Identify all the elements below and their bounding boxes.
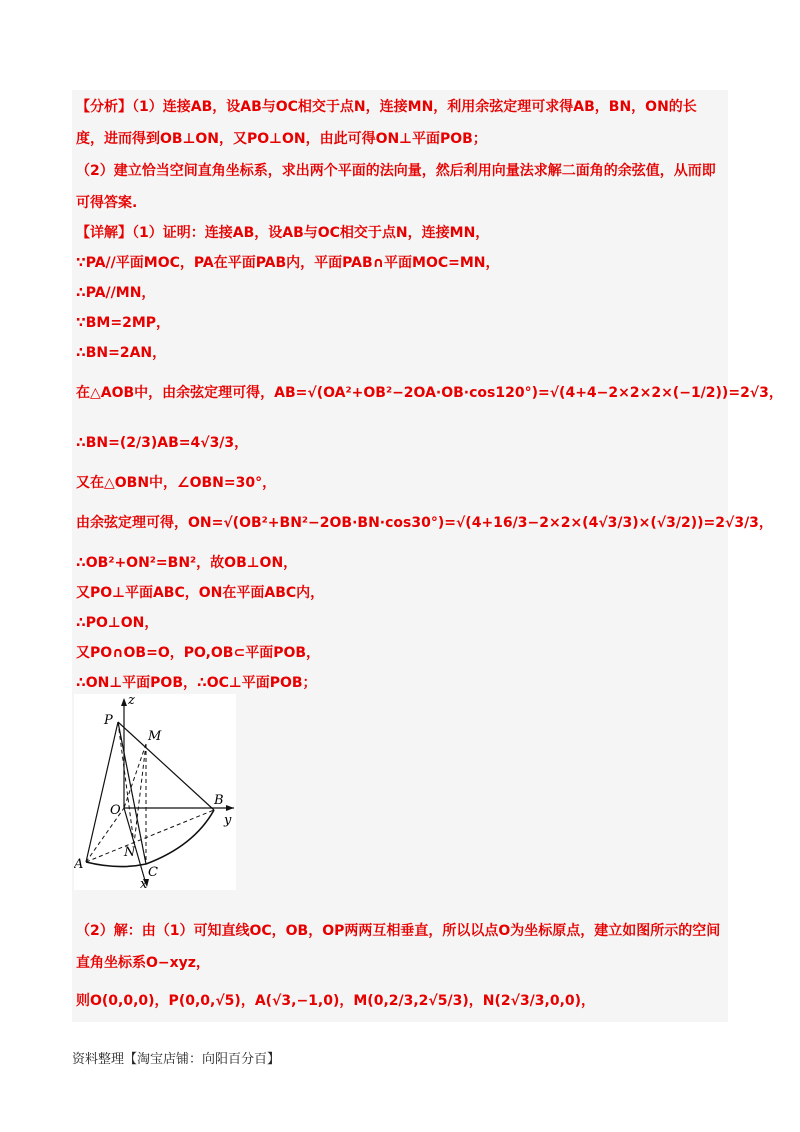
analysis-line-2: 度，进而得到OB⊥ON，又PO⊥ON，由此可得ON⊥平面POB； (76, 131, 487, 147)
label-a: A (74, 857, 84, 872)
detail-line-13: 又PO∩OB=O，PO,OB⊂平面POB， (76, 645, 321, 661)
analysis-line-1: 【分析】（1）连接AB，设AB与OC相交于点N，连接MN，利用余弦定理可求得AB，BN，ON的长 (76, 99, 697, 115)
geometry-figure (74, 694, 236, 890)
detail-line-7: ∴BN=(2/3)AB=4√3/3， (76, 435, 249, 451)
detail-line-8: 又在△OBN中，∠OBN=30°， (76, 475, 277, 491)
detail-line-9: 由余弦定理可得，ON=√(OB²+BN²−2OB·BN·cos30°)=√(4+16/3−2×2×(4√3/3)×(√3/2))=2√3/3， (76, 515, 773, 531)
segment-mn (134, 744, 146, 844)
edge-pa (86, 722, 118, 862)
segment-mo (124, 744, 146, 808)
detail-line-6: 在△AOB中，由余弦定理可得，AB=√(OA²+OB²−2OA·OB·cos120°)=√(4+4−2×2×2×(−1/2))=2√3， (76, 385, 783, 401)
detail-line-14: ∴ON⊥平面POB，∴OC⊥平面POB； (76, 675, 317, 691)
analysis-line-4: 可得答案. (76, 195, 138, 211)
detail-line-12: ∴PO⊥ON， (76, 615, 159, 631)
footer-credit: 资料整理【淘宝店铺：向阳百分百】 (72, 1052, 281, 1067)
analysis-line-3: （2）建立恰当空间直角坐标系，求出两个平面的法向量，然后利用向量法求解二面角的余弦值，从而即 (76, 163, 716, 179)
base-arc (86, 810, 214, 867)
label-b: B (214, 793, 224, 808)
label-m: M (148, 729, 162, 744)
segment-pn (118, 722, 134, 844)
detail-line-10: ∴OB²+ON²=BN²，故OB⊥ON， (76, 555, 298, 571)
label-n: N (124, 845, 136, 860)
detail-line-2: ∵PA//平面MOC，PA在平面PAB内，平面PAB∩平面MOC=MN， (76, 255, 500, 271)
z-arrow (121, 698, 127, 706)
label-z: z (128, 694, 135, 708)
detail-line-3: ∴PA//MN， (76, 285, 156, 301)
detail-line-1: 【详解】（1）证明：连接AB，设AB与OC相交于点N，连接MN， (76, 225, 490, 241)
part2-line-3: 则O(0,0,0)，P(0,0,√5)，A(√3,−1,0)，M(0,2/3,2√5/3)，N(2√3/3,0,0)， (76, 993, 596, 1009)
part2-line-2: 直角坐标系O−xyz， (76, 955, 210, 971)
label-o: O (110, 803, 121, 818)
label-c: C (148, 865, 158, 880)
label-y: y (224, 813, 232, 828)
y-arrow (226, 805, 234, 811)
label-p: P (104, 713, 113, 728)
figure-svg (74, 694, 236, 890)
detail-line-4: ∵BM=2MP， (76, 315, 171, 331)
detail-line-5: ∴BN=2AN， (76, 345, 167, 361)
segment-ab (86, 810, 214, 862)
part2-line-1: （2）解：由（1）可知直线OC，OB，OP两两互相垂直，所以以点O为坐标原点，建立如图所示的空间 (76, 923, 721, 939)
label-x: x (140, 877, 148, 890)
detail-line-11: 又PO⊥平面ABC，ON在平面ABC内， (76, 585, 325, 601)
